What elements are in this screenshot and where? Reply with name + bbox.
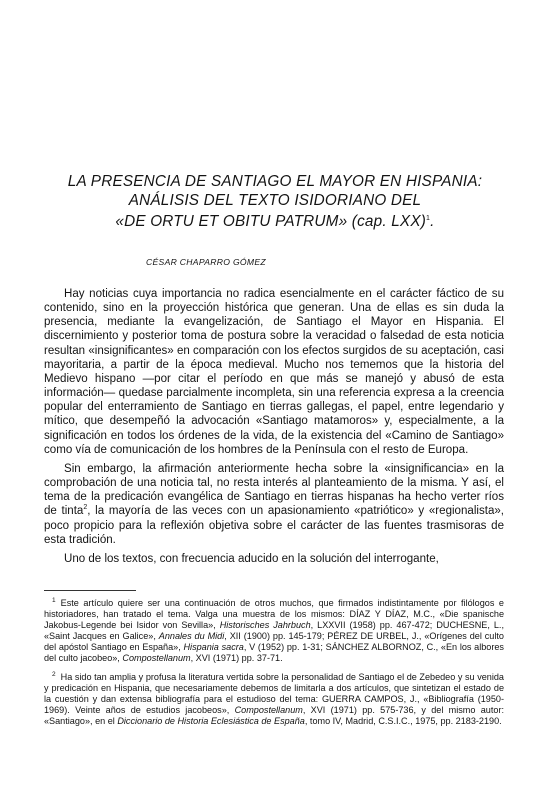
- fn1-text-4: , V (1952) pp. 1-31; SÁNCHEZ ALBORNOZ, C., «En los albores del culto jacobeo»,: [44, 642, 504, 663]
- fn2-dictionary: Diccionario de Historia Eclesiástica de España: [117, 716, 305, 726]
- body-text: [44, 287, 504, 566]
- footnote-ref-2[interactable]: 2: [83, 504, 88, 512]
- fn2-journal-1: Compostellanum: [234, 705, 303, 715]
- fn1-text-5: , XVI (1971) pp. 37-71.: [190, 653, 283, 663]
- title-line-3: [40, 210, 510, 232]
- footnote-1-mark: 1: [52, 596, 56, 604]
- footnote-2: [44, 672, 504, 727]
- paragraph-2-text-a: Sin embargo, la afirmación anteriormente hecha sobre la «insignificancia» en la comprobación de una noticia tal, no resta interés al planteamiento de la misma. Y así, el tema de la predicación evangélica de Santiago en tierras hispanas ha hecho verter ríos de tinta: [44, 462, 504, 518]
- fn1-journal-4: Compostellanum: [122, 653, 191, 663]
- fn2-text-3: , tomo IV, Madrid, C.S.I.C., 1975, pp. 2183-2190.: [304, 716, 502, 726]
- fn2-text-2: , XVI (1971) pp. 575-736, y del mismo autor: «Santiago», en el: [44, 705, 504, 726]
- body-paragraph-3: Uno de los textos, con frecuencia aducido en la solución del interrogante,: [64, 552, 439, 565]
- fn1-text-3: , XII (1900) pp. 145-179; PÉREZ DE URBEL, J., «Orígenes del culto del apóstol Santiago en España»,: [44, 631, 504, 652]
- footnote-separator: [44, 590, 136, 591]
- title-line-3-text: «DE ORTU ET OBITU PATRUM» (cap. LXX): [115, 213, 427, 231]
- footnotes: [44, 598, 504, 727]
- fn1-journal-3: Hispania sacra: [183, 642, 244, 652]
- article-title: [40, 173, 510, 232]
- body-paragraph-1: Hay noticias cuya importancia no radica esencialmente en el carácter fáctico de su contenido, sino en la proyección histórica que generan. Una de ellas es sin duda la presencia, mediante la evangelización, de Santiago el Mayor en Hispania. El discernimiento y posterior toma de postura sobre la veracidad o falsedad de esta noticia resultan «insignificantes» en comparación con los efectos surgidos de su aceptación, casi mayoritaria, a partir de la época medieval. Mucho nos tememos que la historia del Medievo hispano —por citar el período en que más se manejó y abusó de esta información— quedase parcialmente incompleta, sin una referencia expresa a la creencia popular del enterramiento de Santiago en tierras gallegas, el papel, entre legendario y mítico, que desempeñó la advocación «Santiago matamoros» y, especialmente, a la significación en todos los órdenes de la vida, de la existencia del «Camino de Santiago» como vía de comunicación de los hombres de la Península con el resto de Europa.: [44, 288, 504, 456]
- title-footnote-ref[interactable]: 1: [426, 215, 431, 222]
- author-name: CÉSAR CHAPARRO GÓMEZ: [146, 257, 266, 267]
- fn1-journal-1: Historisches Jahrbuch: [219, 620, 311, 630]
- footnote-2-mark: 2: [52, 670, 56, 678]
- fn1-journal-2: Annales du Midi: [158, 631, 225, 641]
- fn2-text-1: Ha sido tan amplia y profusa la literatura vertida sobre la personalidad de Santiago el de Zebedeo y su venida y predicación en Hispania, que necesariamente debemos de limitarla a dos artículos, que sintetizan el estado de la cuestión y dan extensa bibliografía para el estudioso del tema: GUERRA CAMPOS, J., «Bibliografía (1950-1969). Veinte años de estudios jacobeos»,: [44, 672, 504, 715]
- title-end: .: [430, 213, 435, 231]
- fn1-text-1: Este artículo quiere ser una continuación de otros muchos, que firmados indistintamente por filólogos e historiadores, han tratado el tema. Valga una muestra de los mismos: DÍAZ Y DÍAZ, M.C., «Die spanische Jakobus-Legende bei Isidor von Sevilla»,: [44, 598, 504, 630]
- body-paragraph-2: [44, 462, 504, 547]
- footnote-1: [44, 598, 504, 664]
- title-line-1: LA PRESENCIA DE SANTIAGO EL MAYOR EN HISPANIA:: [67, 173, 483, 190]
- fn1-text-2: , LXXVII (1958) pp. 467-472; DUCHESNE, L., «Saint Jacques en Galice»,: [44, 620, 504, 641]
- title-line-2: ANÁLISIS DEL TEXTO ISIDORIANO DEL: [128, 191, 422, 209]
- paragraph-2-text-b: , la mayoría de las veces con un apasionamiento «patriótico» y «regionalista», poco propicio para la reflexión objetiva sobre el carácter de las fuentes trasmisoras de esta tradición.: [44, 505, 504, 546]
